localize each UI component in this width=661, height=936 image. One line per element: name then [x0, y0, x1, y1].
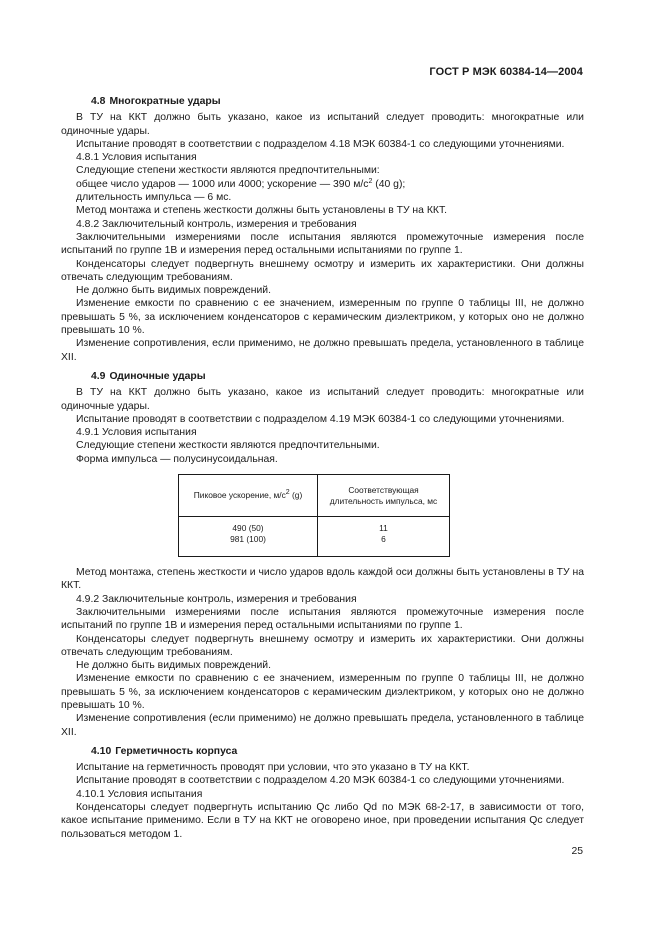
paragraph: Заключительными измерениями после испытания являются промежуточные измерения после испытаний по группе 1В и измерения перед остальными испытаниями по группе 1. [61, 231, 584, 257]
paragraph: Испытание проводят в соответствии с подразделом 4.18 МЭК 60384-1 со следующими уточнениями. [76, 138, 565, 150]
paragraph: В ТУ на ККТ должно быть указано, какое из испытаний следует проводить: многократные или одиночные удары. [61, 112, 584, 137]
document-body [61, 93, 584, 841]
section-heading: 4.10 Герметичность корпуса [91, 745, 238, 757]
table-cell: 490 (50) 981 (100) [179, 517, 318, 557]
paragraph: Не должно быть видимых повреждений. [76, 285, 271, 297]
table-header-cell: Соответствующая длительность импульса, мс [318, 475, 450, 517]
section-heading: 4.8 Многократные удары [91, 96, 221, 107]
specification-table-wrapper [178, 474, 584, 557]
paragraph: Изменение сопротивления, если применимо, не должно превышать предела, установленного в таблице XII. [61, 338, 584, 363]
paragraph: Испытание проводят в соответствии с подразделом 4.19 МЭК 60384-1 со следующими уточнениями. [76, 413, 565, 425]
subsection-heading: 4.8.1 Условия испытания [76, 152, 197, 164]
paragraph: В ТУ на ККТ должно быть указано, какое из испытаний следует проводить: многократные или одиночные удары. [61, 387, 584, 412]
paragraph: Форма импульса — полусинусоидальная. [76, 453, 278, 465]
paragraph: Испытание проводят в соответствии с подразделом 4.20 МЭК 60384-1 со следующими уточнениями. [76, 775, 565, 787]
paragraph: Метод монтажа, степень жесткости и число ударов вдоль каждой оси должны быть установлены в ТУ на ККТ. [61, 567, 584, 592]
paragraph: Метод монтажа и степень жесткости должны быть установлены в ТУ на ККТ. [76, 205, 448, 217]
table-header-row [179, 475, 450, 517]
page-number: 25 [571, 846, 583, 857]
table-cell: 11 6 [318, 517, 450, 557]
subsection-heading: 4.10.1 Условия испытания [76, 788, 203, 800]
paragraph: Заключительными измерениями после испытания являются промежуточные измерения после испытаний по группе 1В и измерения перед остальными испытаниями по группе 1. [61, 606, 584, 632]
subsection-heading: 4.9.2 Заключительные контроль, измерения и требования [76, 593, 357, 605]
specification-table [178, 474, 450, 557]
paragraph: Следующие степени жесткости являются предпочтительными. [76, 440, 380, 452]
paragraph: Изменение емкости по сравнению с ее значением, измеренным по группе 0 таблицы III, не должно превышать 5 %, за исключением конденсаторов с керамическим диэлектриком, у которых оно не должно превышать 10 %. [61, 673, 584, 711]
paragraph: Изменение емкости по сравнению с ее значением, измеренным по группе 0 таблицы III, не должно превышать 5 %, за исключением конденсаторов с керамическим диэлектриком, у которых оно не должно превышать 10 %. [61, 298, 584, 337]
table-row [179, 517, 450, 557]
section-heading: 4.9 Одиночные удары [91, 370, 206, 382]
paragraph: Не должно быть видимых повреждений. [76, 660, 271, 672]
paragraph: Конденсаторы следует подвергнуть внешнему осмотру и измерить их характеристики. Они должны отвечать следующим требованиям. [61, 633, 584, 658]
paragraph: Следующие степени жесткости являются предпочтительными: [76, 165, 380, 177]
paragraph: Испытание на герметичность проводят при условии, что это указано в ТУ на ККТ. [76, 762, 470, 774]
subsection-heading: 4.8.2 Заключительный контроль, измерения и требования [76, 218, 357, 230]
paragraph: Конденсаторы следует подвергнуть внешнему осмотру и измерить их характеристики. Они должны отвечать следующим требованиям. [61, 258, 584, 283]
table-header-cell: Пиковое ускорение, $м/с^2$ (g) [179, 475, 318, 517]
paragraph: Изменение сопротивления (если применимо) не должно превышать предела, установленного в таблице XII. [61, 713, 584, 738]
paragraph: Конденсаторы следует подвергнуть испытанию Qc либо Qd по МЭК 68-2-17, в зависимости от того, какое испытание применимо. Если в ТУ на ККТ не оговорено иное, при проведении испытания Qc следует пользоваться методом 1. [61, 802, 584, 840]
paragraph: общее число ударов — 1000 или 4000; ускорение — 390 $м/с^2$ (40 g); [76, 177, 406, 190]
document-header: ГОСТ Р МЭК 60384-14—2004 [429, 66, 583, 78]
subsection-heading: 4.9.1 Условия испытания [76, 427, 197, 439]
paragraph: длительность импульса — 6 мс. [76, 192, 232, 204]
